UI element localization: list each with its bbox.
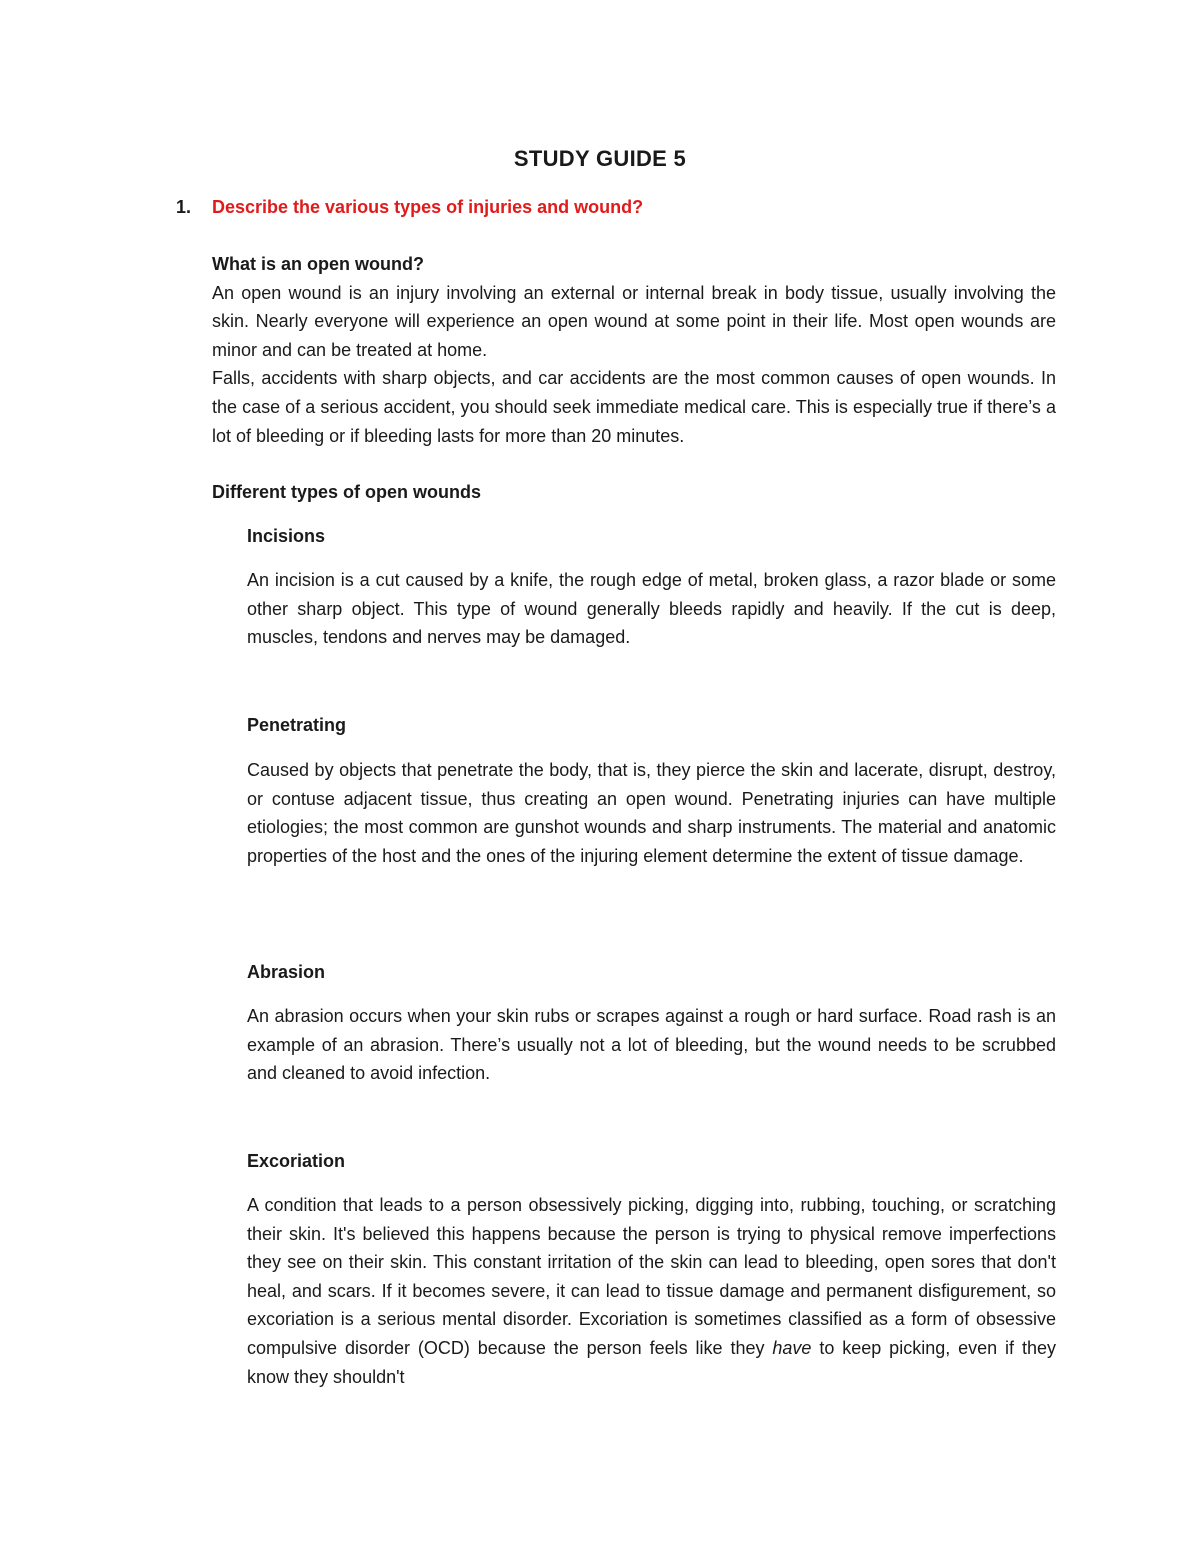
penetrating-text-block [247,756,1056,870]
incisions-text: An incision is a cut caused by a knife, the rough edge of metal, broken glass, a razor blade or some other sharp object. This type of wound generally bleeds rapidly and heavily. If the cut is deep, muscles, tendons and nerves may be damaged. [247,570,1056,648]
incisions-text-block [247,566,1056,652]
incisions-heading-block [247,522,1056,551]
open-wound-paragraph-2: Falls, accidents with sharp objects, and car accidents are the most common causes of open wounds. In the case of a serious accident, you should seek immediate medical care. This is especially true if there’s a lot of bleeding or if bleeding lasts for more than 20 minutes. [212,368,1056,446]
open-wound-paragraph-1: An open wound is an injury involving an external or internal break in body tissue, usually involving the skin. Nearly everyone will experience an open wound at some point in their life. Most open wounds are minor and can be treated at home. [212,282,1056,360]
excoriation-heading-block [247,1147,1056,1176]
excoriation-heading: Excoriation [247,1151,346,1171]
excoriation-text [247,1191,1056,1391]
excoriation-text-italic: have [772,1337,812,1358]
abrasion-heading-block [247,958,1056,987]
penetrating-heading-block [247,711,1056,740]
penetrating-text: Caused by objects that penetrate the body, that is, they pierce the skin and lacerate, disrupt, destroy, or contuse adjacent tissue, thus creating an open wound. Penetrating injuries can have multiple etiologies; the most common are gunshot wounds and sharp instruments. The material and anatomic properties of the host and the ones of the injuring element determine the extent of tissue damage. [247,760,1056,866]
abrasion-text: An abrasion occurs when your skin rubs or scrapes against a rough or hard surface. Road rash is an example of an abrasion. There’s usually not a lot of bleeding, but the wound needs to be scrubbed and cleaned to avoid infection. [247,1006,1056,1084]
incisions-heading: Incisions [247,526,326,546]
types-heading: Different types of open wounds [212,482,482,502]
types-heading-block [212,478,1056,507]
open-wound-section [212,250,1056,450]
penetrating-heading: Penetrating [247,715,347,735]
question-line [176,197,643,218]
excoriation-text-block [247,1191,1056,1391]
question-number: 1. [176,197,192,217]
excoriation-text-after: to keep picking, even if they know they shouldn't [247,1337,1056,1387]
abrasion-heading: Abrasion [247,962,326,982]
excoriation-text-before: A condition that leads to a person obsessively picking, digging into, rubbing, touching, or scratching their skin. It's believed this happens because the person is trying to physical remove imperfections they see on their skin. This constant irritation of the skin can lead to bleeding, open sores that don't heal, and scars. If it becomes severe, it can lead to tissue damage and permanent disfigurement, so excoriation is a serious mental disorder. Excoriation is sometimes classified as a form of obsessive compulsive disorder (OCD) because the person feels like they [247,1195,1056,1358]
question-text: Describe the various types of injuries and wound? [212,197,644,217]
open-wound-heading: What is an open wound? [212,254,424,274]
abrasion-text-block [247,1002,1056,1088]
document-title: STUDY GUIDE 5 [513,146,687,171]
